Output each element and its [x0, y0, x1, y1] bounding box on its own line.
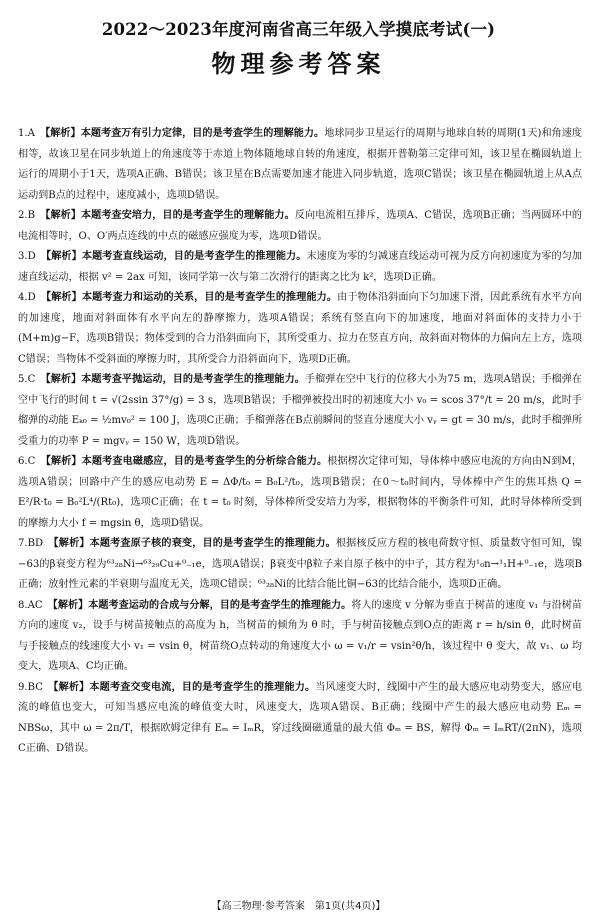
answer-item [18, 288, 582, 370]
question-number: 9. [18, 681, 28, 693]
question-number: 4. [18, 292, 28, 303]
question-number: 5. [18, 374, 28, 385]
answer-choice: C [27, 456, 36, 467]
question-number: 8. [18, 599, 28, 611]
question-number: 7. [18, 538, 28, 549]
answer-item [18, 534, 582, 596]
question-number: 2. [18, 210, 28, 221]
answer-choice: BD [27, 538, 44, 549]
answer-item [18, 247, 582, 288]
answer-item [18, 206, 582, 247]
analysis-tag: 【解析】 [45, 210, 81, 221]
answer-choice: AC [27, 599, 43, 611]
analysis-body: 根据核反应方程的核电荷数守恒、质量数守恒可知，镍−63的β衰变方程为⁶³₂₈Ni→⁶³₂₉Cu+⁰₋₁e，选项A错误；β衰变中β粒子来自原子核中的中子，其方程为¹₀n→¹₁H+⁰₋₁e，选项B正确；放射性元素的半衰期与温度无关，选项C错误；⁶³₂₈Ni的比结合能比铜−63的比结合能小，选项D正确。 [18, 538, 583, 590]
answer-choice: B [27, 210, 36, 221]
answer-choice: A [27, 128, 35, 139]
answer-item [18, 678, 582, 760]
analysis-tag: 【解析】 [45, 456, 82, 467]
exam-title: 2022～2023年度河南省高三年级入学摸底考试(一) [101, 20, 496, 39]
analysis-body: 末速度为零的匀减速直线运动可视为反方向初速度为零的匀加速直线运动，根据 v² = 2ax 可知，该同学第一次与第二次滑行的距离之比为 k²，选项D正确。 [18, 251, 583, 283]
answer-item [18, 452, 582, 534]
answer-item [18, 370, 582, 452]
analysis-tag: 【解析】 [53, 681, 90, 693]
analysis-body: 手榴弹在空中飞行的位移大小为75 m，选项A错误；手榴弹在空中飞行的时间 t = √(2ssin 37°/g) = 3 s，选项B错误；手榴弹被投出时的初速度大小 v₀ = scos 37°/t = 20 m/s，此时手榴弹的动能 Eₖ₀ = ½mv₀² = 100 J，选项C正确；手榴弹落在B点前瞬间的竖直分速度大小 vᵧ = gt = 30 m/s，此时手榴弹所受重力的功率 P = mgvᵧ = 150 W，选项D错误。 [18, 374, 583, 447]
question-number: 6. [18, 456, 28, 467]
analysis-lead: 本题考查运动的合成与分解，目的是考查学生的推理能力。 [88, 599, 352, 611]
analysis-body: 根据楞次定律可知，导体棒中感应电流的方向由N到M，选项A错误；回路中产生的感应电动势 E = ΔΦ/t₀ = B₀L²/t₀，选项B错误；在0～t₀时间内，导体棒中产生的焦耳热 Q = E²/R·t₀ = B₀²L⁴/(Rt₀)，选项C正确；在 t = t₀ 时刻，导体棒所受安培力为零，根据物体的平衡条件可知，此时导体棒所受到的摩擦力大小 f = mgsin θ，选项D错误。 [18, 456, 583, 529]
analysis-tag: 【解析】 [53, 538, 90, 549]
answer-choice: D [27, 292, 36, 303]
analysis-lead: 本题考查安培力，目的是考查学生的理解能力。 [81, 210, 295, 221]
answer-item [18, 596, 582, 678]
analysis-lead: 本题考查直线运动，目的是考查学生的推理能力。 [81, 251, 307, 262]
answer-item [18, 124, 582, 206]
analysis-tag: 【解析】 [45, 128, 81, 139]
analysis-body: 地球同步卫星运行的周期与地球自转的周期(1天)和角速度相等，故该卫星在同步轨道上的角速度等于赤道上物体随地球自转的角速度，根据开普勒第三定律可知，该卫星在椭圆轨道上运行的周期小于1天，选项A正确、B错误；该卫星在B点需要加速才能进入同步轨道，选项C错误；该卫星在椭圆轨道上从A点运动到B点的过程中，速度减小，选项D错误。 [18, 128, 583, 201]
analysis-lead: 本题考查万有引力定律，目的是考查学生的理解能力。 [80, 128, 325, 139]
analysis-lead: 本题考查原子核的衰变，目的是考查学生的推理能力。 [89, 538, 336, 549]
answer-choice: D [27, 251, 36, 262]
question-number: 3. [18, 251, 28, 262]
analysis-body: 由于物体沿斜面向下匀加速下滑，因此系统有水平方向的加速度，地面对斜面体有水平向左的静摩擦力，选项A错误；系统有竖直向下的加速度，地面对斜面体的支持力小于(M+m)g−F，选项B错误；物体受到的合力沿斜面向下，其所受重力、拉力在竖直方向，故斜面对物体的力偏向左上方，选项C错误；当物体不受斜面的摩擦力时，其所受合力沿斜面向下，选项D正确。 [18, 292, 583, 365]
analysis-tag: 【解析】 [45, 374, 82, 385]
analysis-body: 将人的速度 v 分解为垂直于树苗的速度 v₁ 与沿树苗方向的速度 v₂，设手与树苗接触点的高度为 h，当树苗的倾角为 θ 时，手与树苗接触点到O点的距离 r = h/sin θ，此时树苗与手接触点的线速度大小 v₁ = vsin θ，树苗绕O点转动的角速度大小 ω = v₁/r = vsin²θ/h，该过程中 θ 变大，故 v₁、ω 均变大，选项A、C均正确。 [18, 599, 583, 672]
analysis-lead: 本题考查交变电流，目的是考查学生的推理能力。 [89, 681, 316, 693]
answer-choice: C [27, 374, 36, 385]
answer-list [18, 124, 582, 760]
analysis-lead: 本题考查电磁感应，目的是考查学生的分析综合能力。 [81, 456, 328, 467]
answer-choice: BC [27, 681, 43, 693]
analysis-tag: 【解析】 [52, 599, 89, 611]
page-footer: 【高三物理·参考答案 第1页(共4页)】 [211, 901, 386, 912]
analysis-lead: 本题考查力和运动的关系，目的是考查学生的推理能力。 [81, 292, 338, 303]
analysis-tag: 【解析】 [46, 251, 82, 262]
analysis-lead: 本题考查平抛运动，目的是考查学生的推理能力。 [81, 374, 305, 385]
analysis-body: 反向电流相互排斥，选项A、C错误，选项B正确；当两圆环中的电流相等时，O、O′两点连线的中点的磁感应强度为零，选项D错误。 [18, 210, 583, 242]
question-number: 1. [18, 128, 28, 139]
analysis-tag: 【解析】 [46, 292, 82, 303]
analysis-body: 当风速变大时，线圈中产生的最大感应电动势变大，感应电流的峰值也变大，可知当感应电流的峰值变大时，风速变大，选项A错误、B正确；线圈中产生的最大感应电动势 Eₘ = NBSω，其中 ω = 2π/T，根据欧姆定律有 Eₘ = IₘR，穿过线圈磁通量的最大值 Φₘ = BS，解得 Φₘ = IₘRT/(2πN)，选项C正确、D错误。 [18, 681, 582, 754]
document-title: 物理参考答案 [211, 50, 386, 78]
